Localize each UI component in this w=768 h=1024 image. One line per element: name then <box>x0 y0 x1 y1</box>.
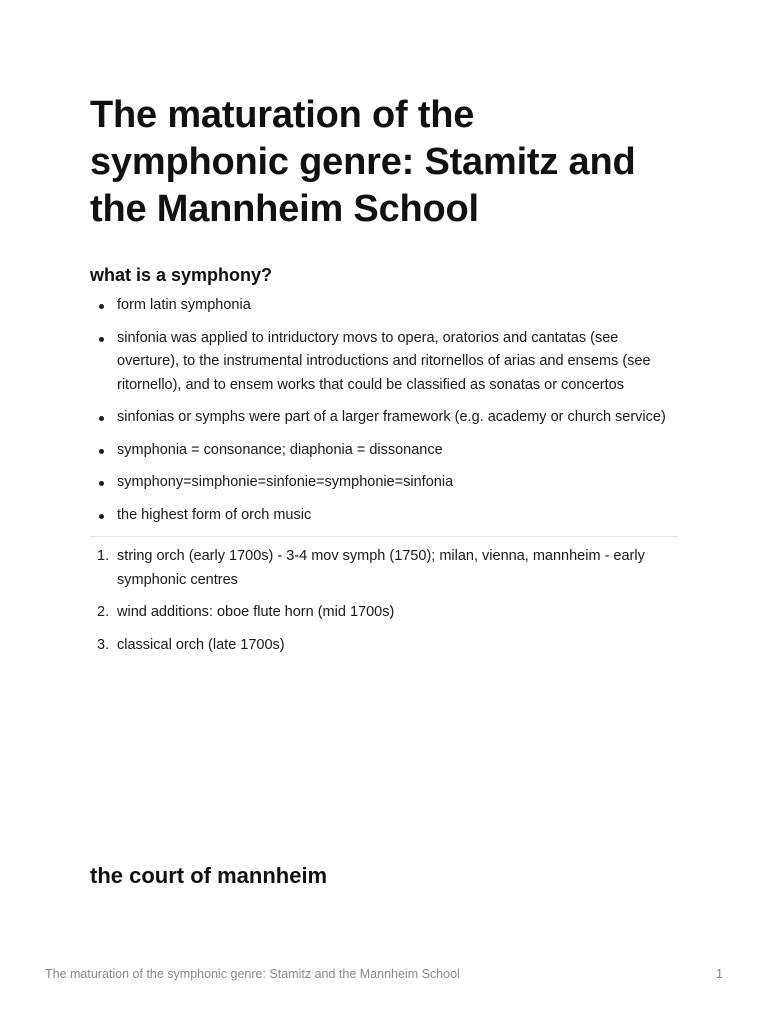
footer-page-number: 1 <box>716 967 723 981</box>
bullet-dot-icon <box>99 304 104 309</box>
document-content <box>90 92 680 666</box>
item-number: 2. <box>97 604 110 620</box>
section-heading-court-of-mannheim: the court of mannheim <box>90 863 328 888</box>
bullet-text: form latin symphonia <box>117 297 251 313</box>
divider <box>90 536 678 537</box>
bullet-item <box>90 294 680 318</box>
bullet-text: sinfonia was applied to intriductory movs to opera, oratorios and cantatas (see overture), to the instrumental introductions and ritornellos of arias and ensems (see ritornello), and to ensem works that could be classified as sonatas or concertos <box>117 329 651 393</box>
bullet-text: symphony=simphonie=sinfonie=symphonie=sinfonia <box>117 474 454 490</box>
page-title: The maturation of the symphonic genre: Stamitz and the Mannheim School <box>90 94 636 230</box>
item-text: classical orch (late 1700s) <box>117 636 285 653</box>
bullet-dot-icon <box>99 514 104 519</box>
bullet-list <box>90 294 680 527</box>
item-text: wind additions: oboe flute horn (mid 1700s) <box>117 604 395 620</box>
numbered-item <box>90 601 680 625</box>
bullet-item <box>90 406 680 430</box>
bullet-text: symphonia = consonance; diaphonia = dissonance <box>117 441 443 458</box>
item-text: string orch (early 1700s) - 3-4 mov symph (1750); milan, vienna, mannheim - early symphonic centres <box>117 548 645 588</box>
bullet-text: sinfonias or symphs were part of a larger framework (e.g. academy or church service) <box>117 409 666 425</box>
numbered-item <box>90 634 680 658</box>
bullet-item <box>90 439 680 463</box>
subheading-what-is-symphony: what is a symphony? <box>90 265 273 285</box>
numbered-item <box>90 545 680 592</box>
item-number: 3. <box>97 636 110 653</box>
item-number: 1. <box>97 548 110 564</box>
bullet-dot-icon <box>99 449 104 454</box>
bullet-dot-icon <box>99 416 104 421</box>
bullet-text: the highest form of orch music <box>117 506 312 523</box>
numbered-list <box>90 545 680 657</box>
bullet-item <box>90 504 680 528</box>
bullet-dot-icon <box>99 481 104 486</box>
bullet-dot-icon <box>99 337 104 342</box>
bullet-item <box>90 327 680 398</box>
bullet-item <box>90 471 680 495</box>
footer-title: The maturation of the symphonic genre: Stamitz and the Mannheim School <box>45 967 460 981</box>
